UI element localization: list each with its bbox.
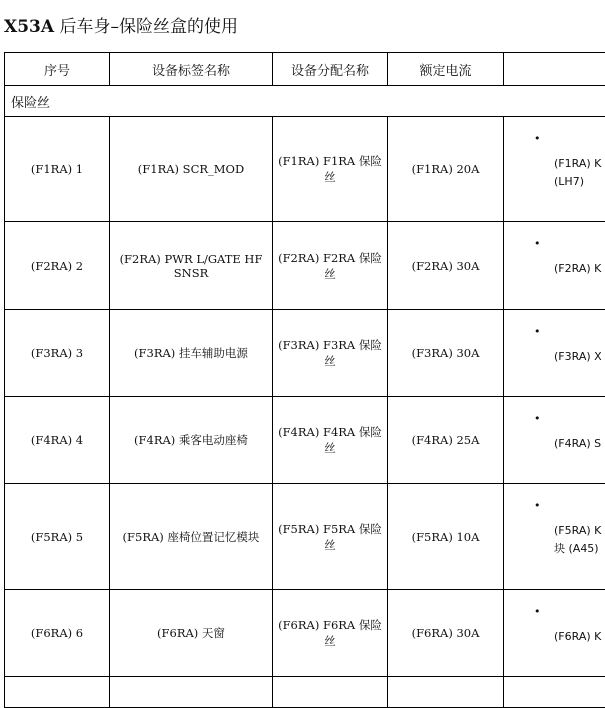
cell-label: (F4RA) 乘客电动座椅 [110,397,273,484]
header-label: 设备标签名称 [110,53,273,86]
desc-line: (F6RA) K [554,628,605,646]
header-desc [504,53,605,86]
table-row [5,397,605,484]
bullet-icon: • [534,413,605,435]
desc-line: (F1RA) K [554,155,605,173]
table-row [5,590,605,677]
cell-desc [504,310,605,397]
cell-rating: (F1RA) 20A [388,117,504,222]
page-title [4,12,238,37]
bullet-icon: • [534,238,605,260]
cell-desc [504,590,605,677]
desc-line: (LH7) [554,173,605,191]
cell-label: (F6RA) 天窗 [110,590,273,677]
cell-label: (F1RA) SCR_MOD [110,117,273,222]
cell-empty [388,677,504,708]
cell-empty [504,677,605,708]
table-row [5,484,605,590]
cell-assign: (F5RA) F5RA 保险丝 [273,484,388,590]
table-row [5,222,605,310]
cell-id: (F3RA) 3 [5,310,110,397]
cell-id: (F1RA) 1 [5,117,110,222]
cell-rating: (F3RA) 30A [388,310,504,397]
cell-assign: (F1RA) F1RA 保险丝 [273,117,388,222]
fuse-table [4,52,605,708]
cell-desc [504,117,605,222]
section-label: 保险丝 [5,86,605,117]
header-row [5,53,605,86]
cell-rating: (F2RA) 30A [388,222,504,310]
bullet-icon: • [534,500,605,522]
desc-line: 块 (A45) [554,540,605,558]
cell-desc [504,222,605,310]
cell-assign: (F3RA) F3RA 保险丝 [273,310,388,397]
title-text: 后车身–保险丝盒的使用 [54,17,238,37]
fuse-table-container [4,52,605,708]
cell-assign: (F4RA) F4RA 保险丝 [273,397,388,484]
desc-line: (F4RA) S [554,435,605,453]
bullet-icon: • [534,606,605,628]
table-row [5,117,605,222]
cell-id: (F2RA) 2 [5,222,110,310]
title-model: X53A [4,17,54,37]
table-row-empty [5,677,605,708]
cell-label: (F2RA) PWR L/GATE HF SNSR [110,222,273,310]
cell-id: (F5RA) 5 [5,484,110,590]
bullet-icon: • [534,326,605,348]
cell-empty [5,677,110,708]
table-row [5,310,605,397]
section-row [5,86,605,117]
cell-desc [504,397,605,484]
cell-rating: (F5RA) 10A [388,484,504,590]
bullet-icon: • [534,133,605,155]
desc-line: (F5RA) K [554,522,605,540]
cell-empty [273,677,388,708]
header-id: 序号 [5,53,110,86]
cell-label: (F5RA) 座椅位置记忆模块 [110,484,273,590]
cell-rating: (F4RA) 25A [388,397,504,484]
cell-label: (F3RA) 挂车辅助电源 [110,310,273,397]
header-rating: 额定电流 [388,53,504,86]
cell-rating: (F6RA) 30A [388,590,504,677]
cell-assign: (F2RA) F2RA 保险丝 [273,222,388,310]
cell-empty [110,677,273,708]
desc-line: (F3RA) X [554,348,605,366]
cell-assign: (F6RA) F6RA 保险丝 [273,590,388,677]
cell-id: (F4RA) 4 [5,397,110,484]
header-assign: 设备分配名称 [273,53,388,86]
cell-desc [504,484,605,590]
desc-line: (F2RA) K [554,260,605,278]
cell-id: (F6RA) 6 [5,590,110,677]
